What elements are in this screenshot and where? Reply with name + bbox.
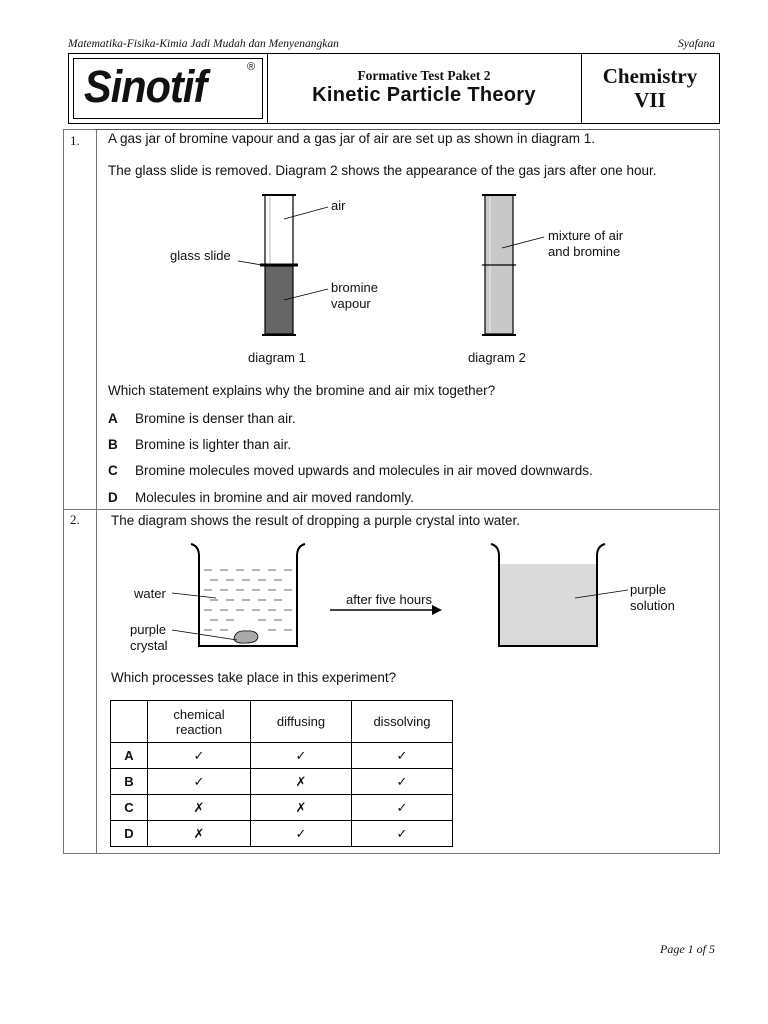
grade: VII bbox=[634, 88, 666, 112]
answer-table bbox=[110, 700, 453, 847]
label-water: water bbox=[134, 586, 166, 601]
book-title: Matematika-Fisika-Kimia Jadi Mudah dan Menyenangkan bbox=[68, 38, 339, 50]
logo-cell bbox=[69, 54, 268, 123]
row-letter: D bbox=[111, 821, 148, 847]
test-name: Formative Test Paket 2 bbox=[357, 68, 491, 83]
table-row[interactable] bbox=[111, 821, 453, 847]
option-c-text[interactable]: Bromine molecules moved upwards and molecules in air moved downwards. bbox=[135, 463, 593, 478]
subject: Chemistry bbox=[602, 64, 698, 88]
cell-chem: ✓ bbox=[148, 743, 251, 769]
caption-diagram-1: diagram 1 bbox=[248, 350, 306, 365]
purple-solution bbox=[499, 564, 597, 646]
question-1-prompt: Which statement explains why the bromine and air mix together? bbox=[108, 383, 496, 398]
question-number-column bbox=[64, 510, 97, 853]
question-1-line-2: The glass slide is removed. Diagram 2 shows the appearance of the gas jars after one hour. bbox=[108, 163, 657, 178]
row-letter: B bbox=[111, 769, 148, 795]
cell-chem: ✓ bbox=[148, 769, 251, 795]
cell-chem: ✗ bbox=[148, 795, 251, 821]
topic-title: Kinetic Particle Theory bbox=[312, 84, 536, 106]
title-block bbox=[68, 53, 720, 124]
logo-frame bbox=[73, 58, 263, 119]
air-jar bbox=[265, 195, 293, 265]
table-header-dissolving: dissolving bbox=[352, 701, 453, 743]
title-cell bbox=[267, 54, 582, 123]
label-purple-crystal-2: crystal bbox=[130, 638, 168, 653]
option-b-letter: B bbox=[108, 437, 118, 452]
page-number: Page 1 of 5 bbox=[660, 942, 715, 956]
question-1-number: 1. bbox=[70, 133, 80, 148]
option-c-letter: C bbox=[108, 463, 118, 478]
option-a-text[interactable]: Bromine is denser than air. bbox=[135, 411, 296, 426]
option-a-letter: A bbox=[108, 411, 118, 426]
label-after-five-hours: after five hours bbox=[346, 592, 432, 607]
table-header-empty bbox=[111, 701, 148, 743]
question-2-line-1: The diagram shows the result of dropping a purple crystal into water. bbox=[111, 513, 520, 528]
question-number-column bbox=[64, 130, 97, 509]
table-header-diffusing: diffusing bbox=[251, 701, 352, 743]
logo: Sinotif bbox=[84, 61, 207, 112]
header-chemical: chemical bbox=[173, 706, 225, 722]
cell-diss: ✓ bbox=[352, 795, 453, 821]
cell-diss: ✓ bbox=[352, 743, 453, 769]
table-row[interactable] bbox=[111, 743, 453, 769]
table-row[interactable] bbox=[111, 795, 453, 821]
question-2-prompt: Which processes take place in this experiment? bbox=[111, 670, 397, 685]
author-name: Syafana bbox=[678, 38, 716, 50]
gas-jar-diagrams bbox=[160, 185, 680, 375]
label-purple-crystal-1: purple bbox=[130, 622, 167, 637]
row-letter: C bbox=[111, 795, 148, 821]
cell-chem: ✗ bbox=[148, 821, 251, 847]
option-d-text[interactable]: Molecules in bromine and air moved randomly. bbox=[135, 490, 414, 505]
row-letter: A bbox=[111, 743, 148, 769]
bromine-jar bbox=[265, 266, 293, 334]
cell-diss: ✓ bbox=[352, 821, 453, 847]
label-bromine-2: vapour bbox=[331, 296, 371, 311]
cell-diff: ✓ bbox=[251, 821, 352, 847]
question-1-line-1: A gas jar of bromine vapour and a gas jar of air are set up as shown in diagram 1. bbox=[108, 131, 596, 146]
question-2-number: 2. bbox=[70, 512, 80, 527]
cell-diff: ✗ bbox=[251, 795, 352, 821]
label-bromine-1: bromine bbox=[331, 280, 378, 295]
label-mixture-1: mixture of air bbox=[548, 228, 624, 243]
cell-diss: ✓ bbox=[352, 769, 453, 795]
registered-mark: ® bbox=[247, 61, 256, 73]
caption-diagram-2: diagram 2 bbox=[468, 350, 526, 365]
table-header-chemical-reaction bbox=[148, 701, 251, 743]
subject-cell bbox=[581, 54, 719, 123]
table-row[interactable] bbox=[111, 769, 453, 795]
table-header-row bbox=[111, 701, 453, 743]
label-purple-solution-1: purple bbox=[630, 582, 667, 597]
label-glass-slide: glass slide bbox=[170, 248, 231, 263]
option-d-letter: D bbox=[108, 490, 118, 505]
cell-diff: ✓ bbox=[251, 743, 352, 769]
header-reaction: reaction bbox=[175, 721, 223, 737]
option-b-text[interactable]: Bromine is lighter than air. bbox=[135, 437, 292, 452]
label-air: air bbox=[331, 198, 346, 213]
cell-diff: ✗ bbox=[251, 769, 352, 795]
label-purple-solution-2: solution bbox=[630, 598, 675, 613]
purple-crystal bbox=[234, 631, 258, 643]
label-mixture-2: and bromine bbox=[548, 244, 621, 259]
